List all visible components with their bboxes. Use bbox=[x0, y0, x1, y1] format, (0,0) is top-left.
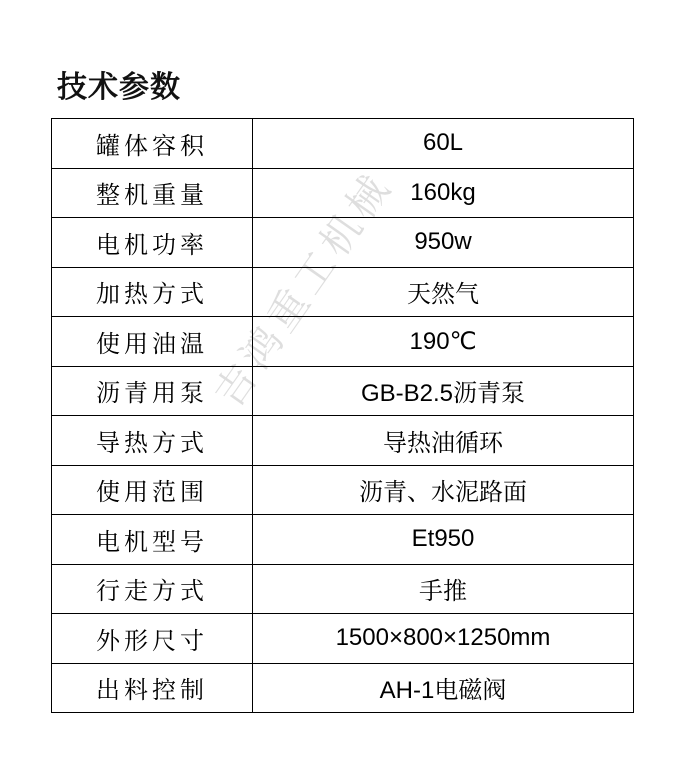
spec-label: 外形尺寸 bbox=[52, 614, 253, 664]
spec-label: 加热方式 bbox=[52, 267, 253, 317]
technical-parameters-table bbox=[51, 118, 634, 713]
spec-value: 950w bbox=[253, 218, 634, 268]
spec-value: 160kg bbox=[253, 168, 634, 218]
spec-value: 天然气 bbox=[253, 267, 634, 317]
spec-label: 使用范围 bbox=[52, 465, 253, 515]
spec-value: 1500×800×1250mm bbox=[253, 614, 634, 664]
table-row bbox=[52, 564, 634, 614]
table-row bbox=[52, 218, 634, 268]
table-body bbox=[52, 119, 634, 713]
spec-value: 190℃ bbox=[253, 317, 634, 367]
table-row bbox=[52, 267, 634, 317]
table-row bbox=[52, 168, 634, 218]
spec-value: 60L bbox=[253, 119, 634, 169]
spec-value: 导热油循环 bbox=[253, 416, 634, 466]
spec-value: Et950 bbox=[253, 515, 634, 565]
spec-label: 电机型号 bbox=[52, 515, 253, 565]
table-row bbox=[52, 465, 634, 515]
table-row bbox=[52, 317, 634, 367]
table-row bbox=[52, 119, 634, 169]
table-row bbox=[52, 663, 634, 713]
spec-label: 使用油温 bbox=[52, 317, 253, 367]
spec-value: AH-1电磁阀 bbox=[253, 663, 634, 713]
spec-label: 整机重量 bbox=[52, 168, 253, 218]
spec-label: 沥青用泵 bbox=[52, 366, 253, 416]
spec-label: 出料控制 bbox=[52, 663, 253, 713]
table-row bbox=[52, 366, 634, 416]
spec-label: 导热方式 bbox=[52, 416, 253, 466]
spec-label: 电机功率 bbox=[52, 218, 253, 268]
spec-label: 罐体容积 bbox=[52, 119, 253, 169]
table-row bbox=[52, 416, 634, 466]
spec-label: 行走方式 bbox=[52, 564, 253, 614]
table-row bbox=[52, 614, 634, 664]
spec-value: 手推 bbox=[253, 564, 634, 614]
spec-value: GB-B2.5沥青泵 bbox=[253, 366, 634, 416]
spec-value: 沥青、水泥路面 bbox=[253, 465, 634, 515]
page-title: 技术参数 bbox=[57, 71, 181, 104]
watermark-text: 吉鸿重工机械 bbox=[206, 163, 402, 416]
table-row bbox=[52, 515, 634, 565]
